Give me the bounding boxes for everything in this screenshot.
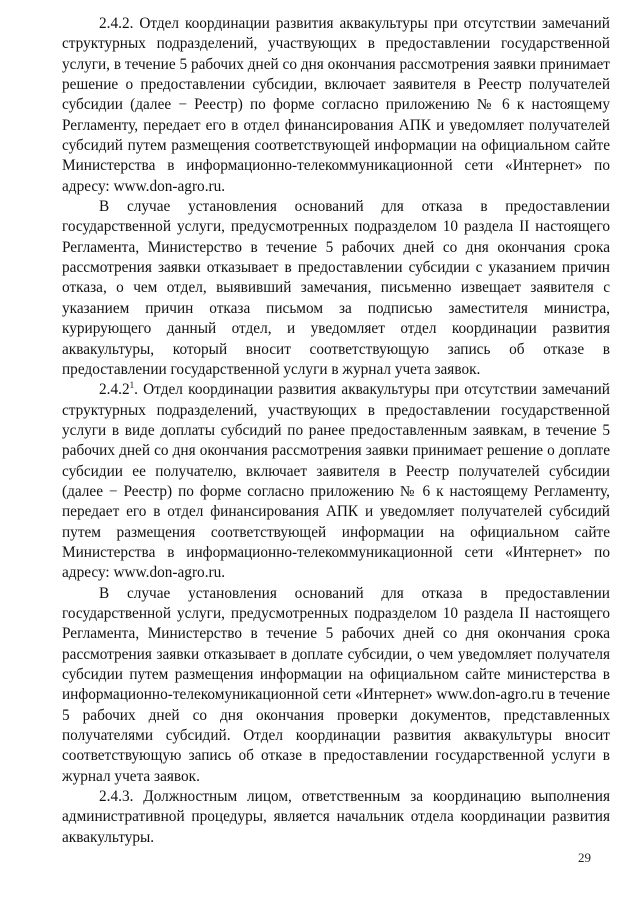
paragraph-text: Должностным лицом, ответственным за координацию выполнения административной процедуры, является начальник отдела координации развития аквакультуры. [62,788,610,846]
paragraph-text: . Отдел координации развития аквакультуры при отсутствии замечаний структурных подразделений, участвующих в предоставлении государственной услуги в виде доплаты субсидий по ранее предоставленным заявкам, в течение 5 рабочих дней со дня окончания рассмотрения заявки принимает решение о доплате субсидии ее получателю, включает заявителя в Реестр получателей субсидии (далее − Реестр) по форме согласно приложению № 6 к настоящему Регламенту, передает его в отдел финансирования АПК и уведомляет получателей субсидий путем размещения соответствующей информации на официальном сайте Министерства в информационно-телекоммуникационной сети «Интернет» по адресу: www.don-agro.ru. [62,381,610,582]
clause-number: 2.4.2. [99,15,134,32]
paragraph-refusal-grant [62,197,610,380]
clause-number: 2.4.2 [99,381,130,399]
page-number: 29 [578,850,591,865]
paragraph-2-4-2 [62,14,610,197]
clause-number: 2.4.3. [99,788,134,806]
paragraph-text: Отдел координации развития аквакультуры при отсутствии замечаний структурных подразделений, участвующих в предоставлении государственной услуги, в течение 5 рабочих дней со дня окончания рассмотрения заявки принимает решение о предоставлении субсидии, включает заявителя в Реестр получателей субсидии (далее − Реестр) по форме согласно приложению № 6 к настоящему Регламенту, передает его в отдел финансирования АПК и уведомляет получателей субсидий путем размещения соответствующей информации на официальном сайте Министерства в информационно-телекоммуникационной сети «Интернет» по адресу: www.don-agro.ru. [62,15,610,195]
clause-superscript: 1 [129,380,135,391]
paragraph-2-4-2-1 [62,380,610,583]
paragraph-refusal-topup [62,584,610,787]
paragraph-text: В случае установления оснований для отказа в предоставлении государственной услуги, предусмотренных подразделом 10 раздела II настоящего Регламента, Министерство в течение 5 рабочих дней со дня окончания срока рассмотрения заявки отказывает в доплате субсидии, о чем уведомляет получателя субсидии путем размещения информации на официальном сайте министерства в информационно-телекомуникационной сети «Интернет» www.don-agro.ru в течение 5 рабочих дней со дня окончания проверки документов, представленных получателями субсидий. Отдел координации развития аквакультуры вносит соответствующую запись об отказе в предоставлении государственной услуги в журнал учета заявок. [62,584,610,785]
paragraph-2-4-3 [62,787,610,848]
paragraph-text: В случае установления оснований для отказа в предоставлении государственной услуги, предусмотренных подразделом 10 раздела II настоящего Регламента, Министерство в течение 5 рабочих дней со дня окончания срока рассмотрения заявки отказывает в предоставлении субсидии с указанием причин отказа, о чем отдел, выявивший замечания, письменно извещает заявителя с указанием причин отказа письмом за подписью заместителя министра, курирующего данный отдел, и уведомляет отдел координации развития аквакультуры, который вносит соответствующую запись об отказе в предоставлении государственной услуги в журнал учета заявок. [62,198,610,378]
